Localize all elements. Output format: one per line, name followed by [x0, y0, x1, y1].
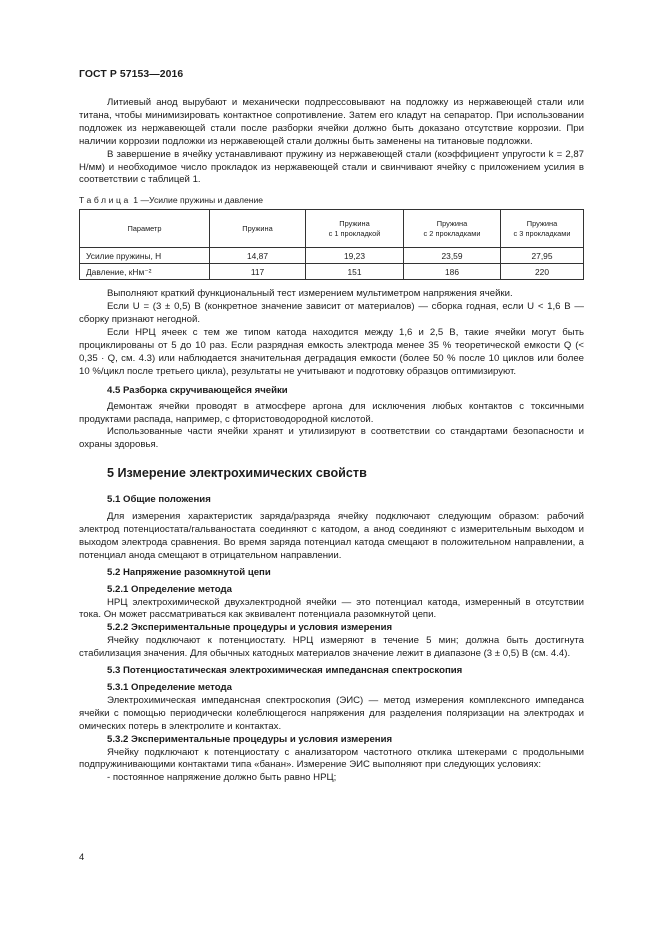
- table-cell: 23,59: [404, 248, 501, 264]
- column-header: Параметр: [80, 210, 210, 248]
- paragraph: Ячейку подключают к потенциостату. НРЦ измеряют в течение 5 мин; должна быть достигнута стабилизация значения. Для обычных катодных материалов значение лежит в диапазоне (3 ± 0,5) В (см. 4.4).: [79, 635, 584, 660]
- paragraph: Электрохимическая импедансная спектроскопия (ЭИС) — метод измерения комплексного импеданса ячейки с помощью периодически колеблющегося напряжения для разделения поляризации на электродах и омических потерь в электролите и контактах.: [79, 694, 584, 732]
- paragraph: Для измерения характеристик заряда/разряда ячейку подключают следующим образом: рабочий электрод потенциостата/гальваностата соединяют с катодом, а анод соединяют с измерительным выходом и выходом электрода сравнения. Во время заряда потенциал катода смещают в положительном направлении, а потенциал анода смещают в отрицательном направлении.: [79, 511, 584, 561]
- page-number: 4: [79, 851, 85, 862]
- table-caption-text: 1 —Усилие пружины и давление: [133, 195, 264, 206]
- document-body: [79, 97, 584, 785]
- section-heading: 5.2 Напряжение разомкнутой цепи: [107, 566, 271, 578]
- table-header-row: [80, 210, 584, 248]
- table-cell: 117: [210, 264, 306, 280]
- list-item: - постоянное напряжение должно быть равно НРЦ;: [107, 772, 337, 784]
- table-row: [80, 248, 584, 264]
- paragraph: Выполняют краткий функциональный тест измерением мультиметром напряжения ячейки.: [107, 288, 513, 300]
- paragraph: Ячейку подключают к потенциостату с анализатором частотного отклика штекерами с продольными подпружинивающими контактами типа «банан». Измерение ЭИС выполняют при следующих условиях:: [79, 746, 584, 771]
- table-cell: 151: [306, 264, 404, 280]
- paragraph: Если U = (3 ± 0,5) В (конкретное значение зависит от материалов) — сборка годная, если U < 1,6 В — сборку признают негодной.: [79, 301, 584, 326]
- table-cell: 220: [501, 264, 584, 280]
- section-heading: 4.5 Разборка скручивающейся ячейки: [107, 384, 288, 396]
- subsection-heading: 5.2.1 Определение метода: [107, 583, 232, 595]
- table-cell: 27,95: [501, 248, 584, 264]
- paragraph: НРЦ электрохимической двухэлектродной ячейки — это потенциал катода, измеренный в отсутствии тока. Он может рассматриваться как эквивалент потенциала разомкнутой цепи.: [79, 596, 584, 621]
- table-caption-prefix: Таблица: [79, 195, 131, 206]
- column-header: Пружина с 2 прокладками: [404, 210, 501, 248]
- paragraph: В завершение в ячейку устанавливают пружину из нержавеющей стали (коэффициент упругости k = 2,87 Н/мм) и необходимое число прокладок из нержавеющей стали и свинчивают ячейку с приложением усилия в соответствии с таблицей 1.: [79, 148, 584, 186]
- table-cell: Давление, кНм⁻²: [80, 264, 210, 280]
- table-caption: [79, 195, 584, 205]
- chapter-heading: 5 Измерение электрохимических свойств: [107, 466, 367, 481]
- subsection-heading: 5.3.1 Определение метода: [107, 682, 232, 693]
- table-cell: 19,23: [306, 248, 404, 264]
- table-cell: Усилие пружины, Н: [80, 248, 210, 264]
- paragraph: Если НРЦ ячеек с тем же типом катода находится между 1,6 и 2,5 В, такие ячейки могут быть проциклированы от 5 до 10 раз. Если разрядная емкость электрода менее 35 % теоретической емкости Q (< 0,35 · Q, см. 4.3) или наблюдается значительная деградация емкости (более 50 % после 10 циклов или более 10 %/цикл после третьего цикла), результаты не учитывают и подготовку образцов оптимизируют.: [79, 327, 584, 377]
- column-header: Пружина с 1 прокладкой: [306, 210, 404, 248]
- table-row: [80, 264, 584, 280]
- column-header: Пружина: [210, 210, 306, 248]
- table-cell: 186: [404, 264, 501, 280]
- section-heading: 5.3 Потенциостатическая электрохимическая импедансная спектроскопия: [107, 665, 463, 677]
- table-cell: 14,87: [210, 248, 306, 264]
- subsection-heading: 5.3.2 Экспериментальные процедуры и условия измерения: [107, 733, 393, 745]
- force-pressure-table: [79, 209, 584, 280]
- column-header: Пружина с 3 прокладками: [501, 210, 584, 248]
- section-heading: 5.1 Общие положения: [107, 494, 211, 506]
- paragraph: Использованные части ячейки хранят и утилизируют в соответствии со стандартами безопасности и охраны здоровья.: [79, 426, 584, 451]
- paragraph: Литиевый анод вырубают и механически подпрессовывают на подложку из нержавеющей стали или титана, чтобы минимизировать контактное сопротивление. Затем его кладут на сепаратор. При использовании подложек из нержавеющей стали после разборки ячейки должно быть доказано отсутствие коррозии. При наличии коррозии подложки из нержавеющей стали должны быть заменены на титановые подложки.: [79, 97, 584, 147]
- paragraph: Демонтаж ячейки проводят в атмосфере аргона для исключения любых контактов с токсичными продуктами распада, например, с фтористоводородной кислотой.: [79, 400, 584, 425]
- document-header: ГОСТ Р 57153—2016: [79, 69, 184, 80]
- subsection-heading: 5.2.2 Экспериментальные процедуры и условия измерения: [107, 622, 393, 634]
